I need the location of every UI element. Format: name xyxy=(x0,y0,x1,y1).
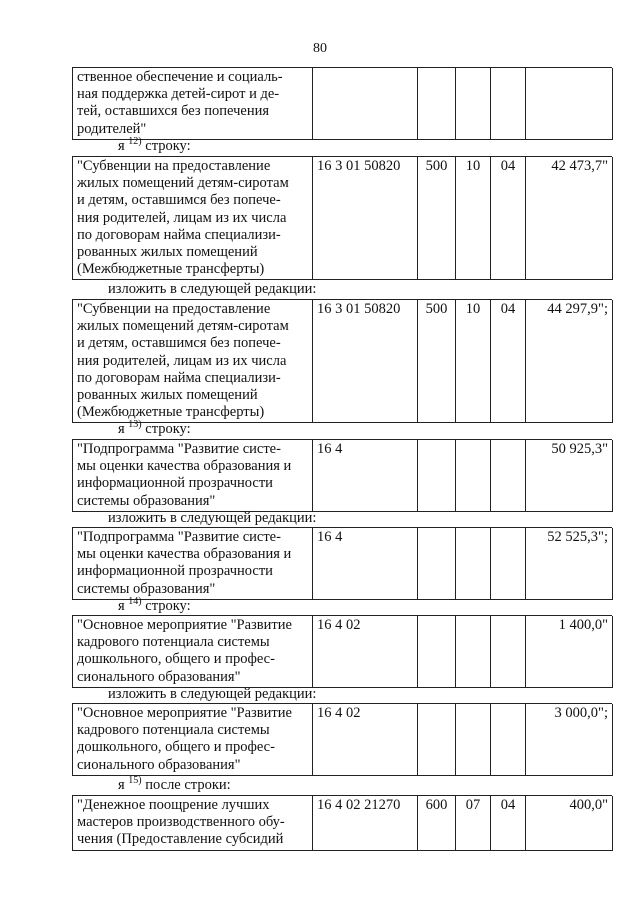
amount-cell: 42 473,7" xyxy=(526,157,613,280)
caption-prefix: я xyxy=(118,777,129,793)
row-name-line: "Подпрограмма "Развитие систе- xyxy=(77,529,281,545)
row-name-line: жилых помещений детям-сиротам xyxy=(77,175,289,192)
vr-cell xyxy=(418,440,456,512)
amount-cell: 3 000,0"; xyxy=(526,704,613,776)
pr-cell: 04 xyxy=(491,157,526,280)
code-cell: 16 4 02 xyxy=(313,616,418,688)
caption-footnote: 15) xyxy=(128,775,142,786)
vr-cell: 600 xyxy=(418,796,456,851)
caption-prefix: я xyxy=(118,421,129,437)
row-name-line: "Субвенции на предоставление xyxy=(77,158,271,174)
pr-cell xyxy=(491,616,526,688)
row-name-line: чения (Предоставление субсидий xyxy=(77,831,284,848)
row-name-line: информационной прозрачности xyxy=(77,475,273,492)
row-name-line: "Денежное поощрение лучших xyxy=(77,797,270,813)
row-name-line: "Основное мероприятие "Развитие xyxy=(77,705,292,721)
caption-text: изложить в следующей редакции: xyxy=(108,281,317,297)
code-cell: 16 4 xyxy=(313,440,418,512)
row-name xyxy=(73,528,313,600)
amount-cell: 1 400,0" xyxy=(526,616,613,688)
row-name xyxy=(73,440,313,512)
code-cell: 16 4 xyxy=(313,528,418,600)
rz-cell: 07 xyxy=(456,796,491,851)
row-name-line: и детям, оставшимся без попече- xyxy=(77,335,281,352)
rz-cell: 10 xyxy=(456,157,491,280)
row-name-line: "Подпрограмма "Развитие систе- xyxy=(77,441,281,457)
caption-prefix: я xyxy=(118,598,129,614)
code-cell: 16 3 01 50820 xyxy=(313,157,418,280)
row-name-line: системы образования" xyxy=(77,492,216,509)
vr-cell xyxy=(418,68,456,140)
row-name-line: дошкольного, общего и профес- xyxy=(77,739,275,756)
table-row xyxy=(72,795,612,851)
table-row xyxy=(72,299,612,423)
row-name-line: по договорам найма специализи- xyxy=(77,226,281,243)
table-row xyxy=(72,156,612,280)
row-name-line: мастеров производственного обу- xyxy=(77,814,285,831)
caption-text: изложить в следующей редакции: xyxy=(108,686,317,702)
instruction-caption xyxy=(118,421,191,437)
row-name-line: жилых помещений детям-сиротам xyxy=(77,318,289,335)
caption-text: изложить в следующей редакции: xyxy=(108,510,317,526)
row-name-line: ная поддержка детей-сирот и де- xyxy=(77,86,280,103)
row-name xyxy=(73,68,313,140)
row-name-line: мы оценки качества образования и xyxy=(77,458,292,475)
row-name-line: (Межбюджетные трансферты) xyxy=(77,404,265,421)
pr-cell: 04 xyxy=(491,300,526,423)
table-row xyxy=(72,439,612,512)
row-name-line: ния родителей, лицам из их числа xyxy=(77,352,287,369)
code-cell: 16 3 01 50820 xyxy=(313,300,418,423)
caption-text: после строки: xyxy=(141,777,231,793)
amount-cell: 50 925,3" xyxy=(526,440,613,512)
row-name xyxy=(73,616,313,688)
caption-footnote: 12) xyxy=(128,136,142,147)
row-name-line: сионального образования" xyxy=(77,668,241,685)
pr-cell: 04 xyxy=(491,796,526,851)
row-name-line: сионального образования" xyxy=(77,756,241,773)
rz-cell: 10 xyxy=(456,300,491,423)
rz-cell xyxy=(456,704,491,776)
row-name-line: системы образования" xyxy=(77,580,216,597)
vr-cell xyxy=(418,704,456,776)
vr-cell: 500 xyxy=(418,157,456,280)
row-name xyxy=(73,796,313,851)
instruction-caption xyxy=(118,598,191,614)
amount-cell: 44 297,9"; xyxy=(526,300,613,423)
page-number: 80 xyxy=(313,41,327,56)
rz-cell xyxy=(456,68,491,140)
amount-cell xyxy=(526,68,613,140)
pr-cell xyxy=(491,68,526,140)
caption-footnote: 13) xyxy=(128,419,142,430)
row-name-line: и детям, оставшимся без попече- xyxy=(77,192,281,209)
pr-cell xyxy=(491,440,526,512)
table-row xyxy=(72,615,612,688)
code-cell: 16 4 02 21270 xyxy=(313,796,418,851)
row-name-line: родителей" xyxy=(77,120,147,137)
caption-text: строку: xyxy=(141,421,191,437)
code-cell: 16 4 02 xyxy=(313,704,418,776)
row-name-line: "Основное мероприятие "Развитие xyxy=(77,617,292,633)
row-name-line: ственное обеспечение и социаль- xyxy=(77,69,283,85)
rz-cell xyxy=(456,440,491,512)
row-name-line: тей, оставшихся без попечения xyxy=(77,103,270,120)
instruction-caption xyxy=(118,138,191,154)
rz-cell xyxy=(456,528,491,600)
row-name-line: кадрового потенциала системы xyxy=(77,722,270,739)
vr-cell: 500 xyxy=(418,300,456,423)
vr-cell xyxy=(418,616,456,688)
row-name-line: рованных жилых помещений xyxy=(77,244,258,261)
row-name-line: мы оценки качества образования и xyxy=(77,546,292,563)
row-name-line: "Субвенции на предоставление xyxy=(77,301,271,317)
vr-cell xyxy=(418,528,456,600)
pr-cell xyxy=(491,704,526,776)
row-name-line: кадрового потенциала системы xyxy=(77,634,270,651)
row-name xyxy=(73,300,313,423)
row-name-line: информационной прозрачности xyxy=(77,563,273,580)
row-name-line: (Межбюджетные трансферты) xyxy=(77,261,265,278)
pr-cell xyxy=(491,528,526,600)
caption-footnote: 14) xyxy=(128,596,142,607)
amount-cell: 400,0" xyxy=(526,796,613,851)
row-name-line: рованных жилых помещений xyxy=(77,387,258,404)
instruction-caption xyxy=(118,777,231,793)
row-name-line: дошкольного, общего и профес- xyxy=(77,651,275,668)
row-name-line: ния родителей, лицам из их числа xyxy=(77,209,287,226)
caption-text: строку: xyxy=(141,138,191,154)
instruction-caption xyxy=(108,686,316,702)
instruction-caption xyxy=(108,281,316,297)
table-row xyxy=(72,703,612,776)
caption-prefix: я xyxy=(118,138,129,154)
row-name-line: по договорам найма специализи- xyxy=(77,369,281,386)
code-cell xyxy=(313,68,418,140)
caption-text: строку: xyxy=(141,598,191,614)
table-row xyxy=(72,67,612,140)
rz-cell xyxy=(456,616,491,688)
row-name xyxy=(73,157,313,280)
instruction-caption xyxy=(108,510,316,526)
amount-cell: 52 525,3"; xyxy=(526,528,613,600)
row-name xyxy=(73,704,313,776)
table-row xyxy=(72,527,612,600)
